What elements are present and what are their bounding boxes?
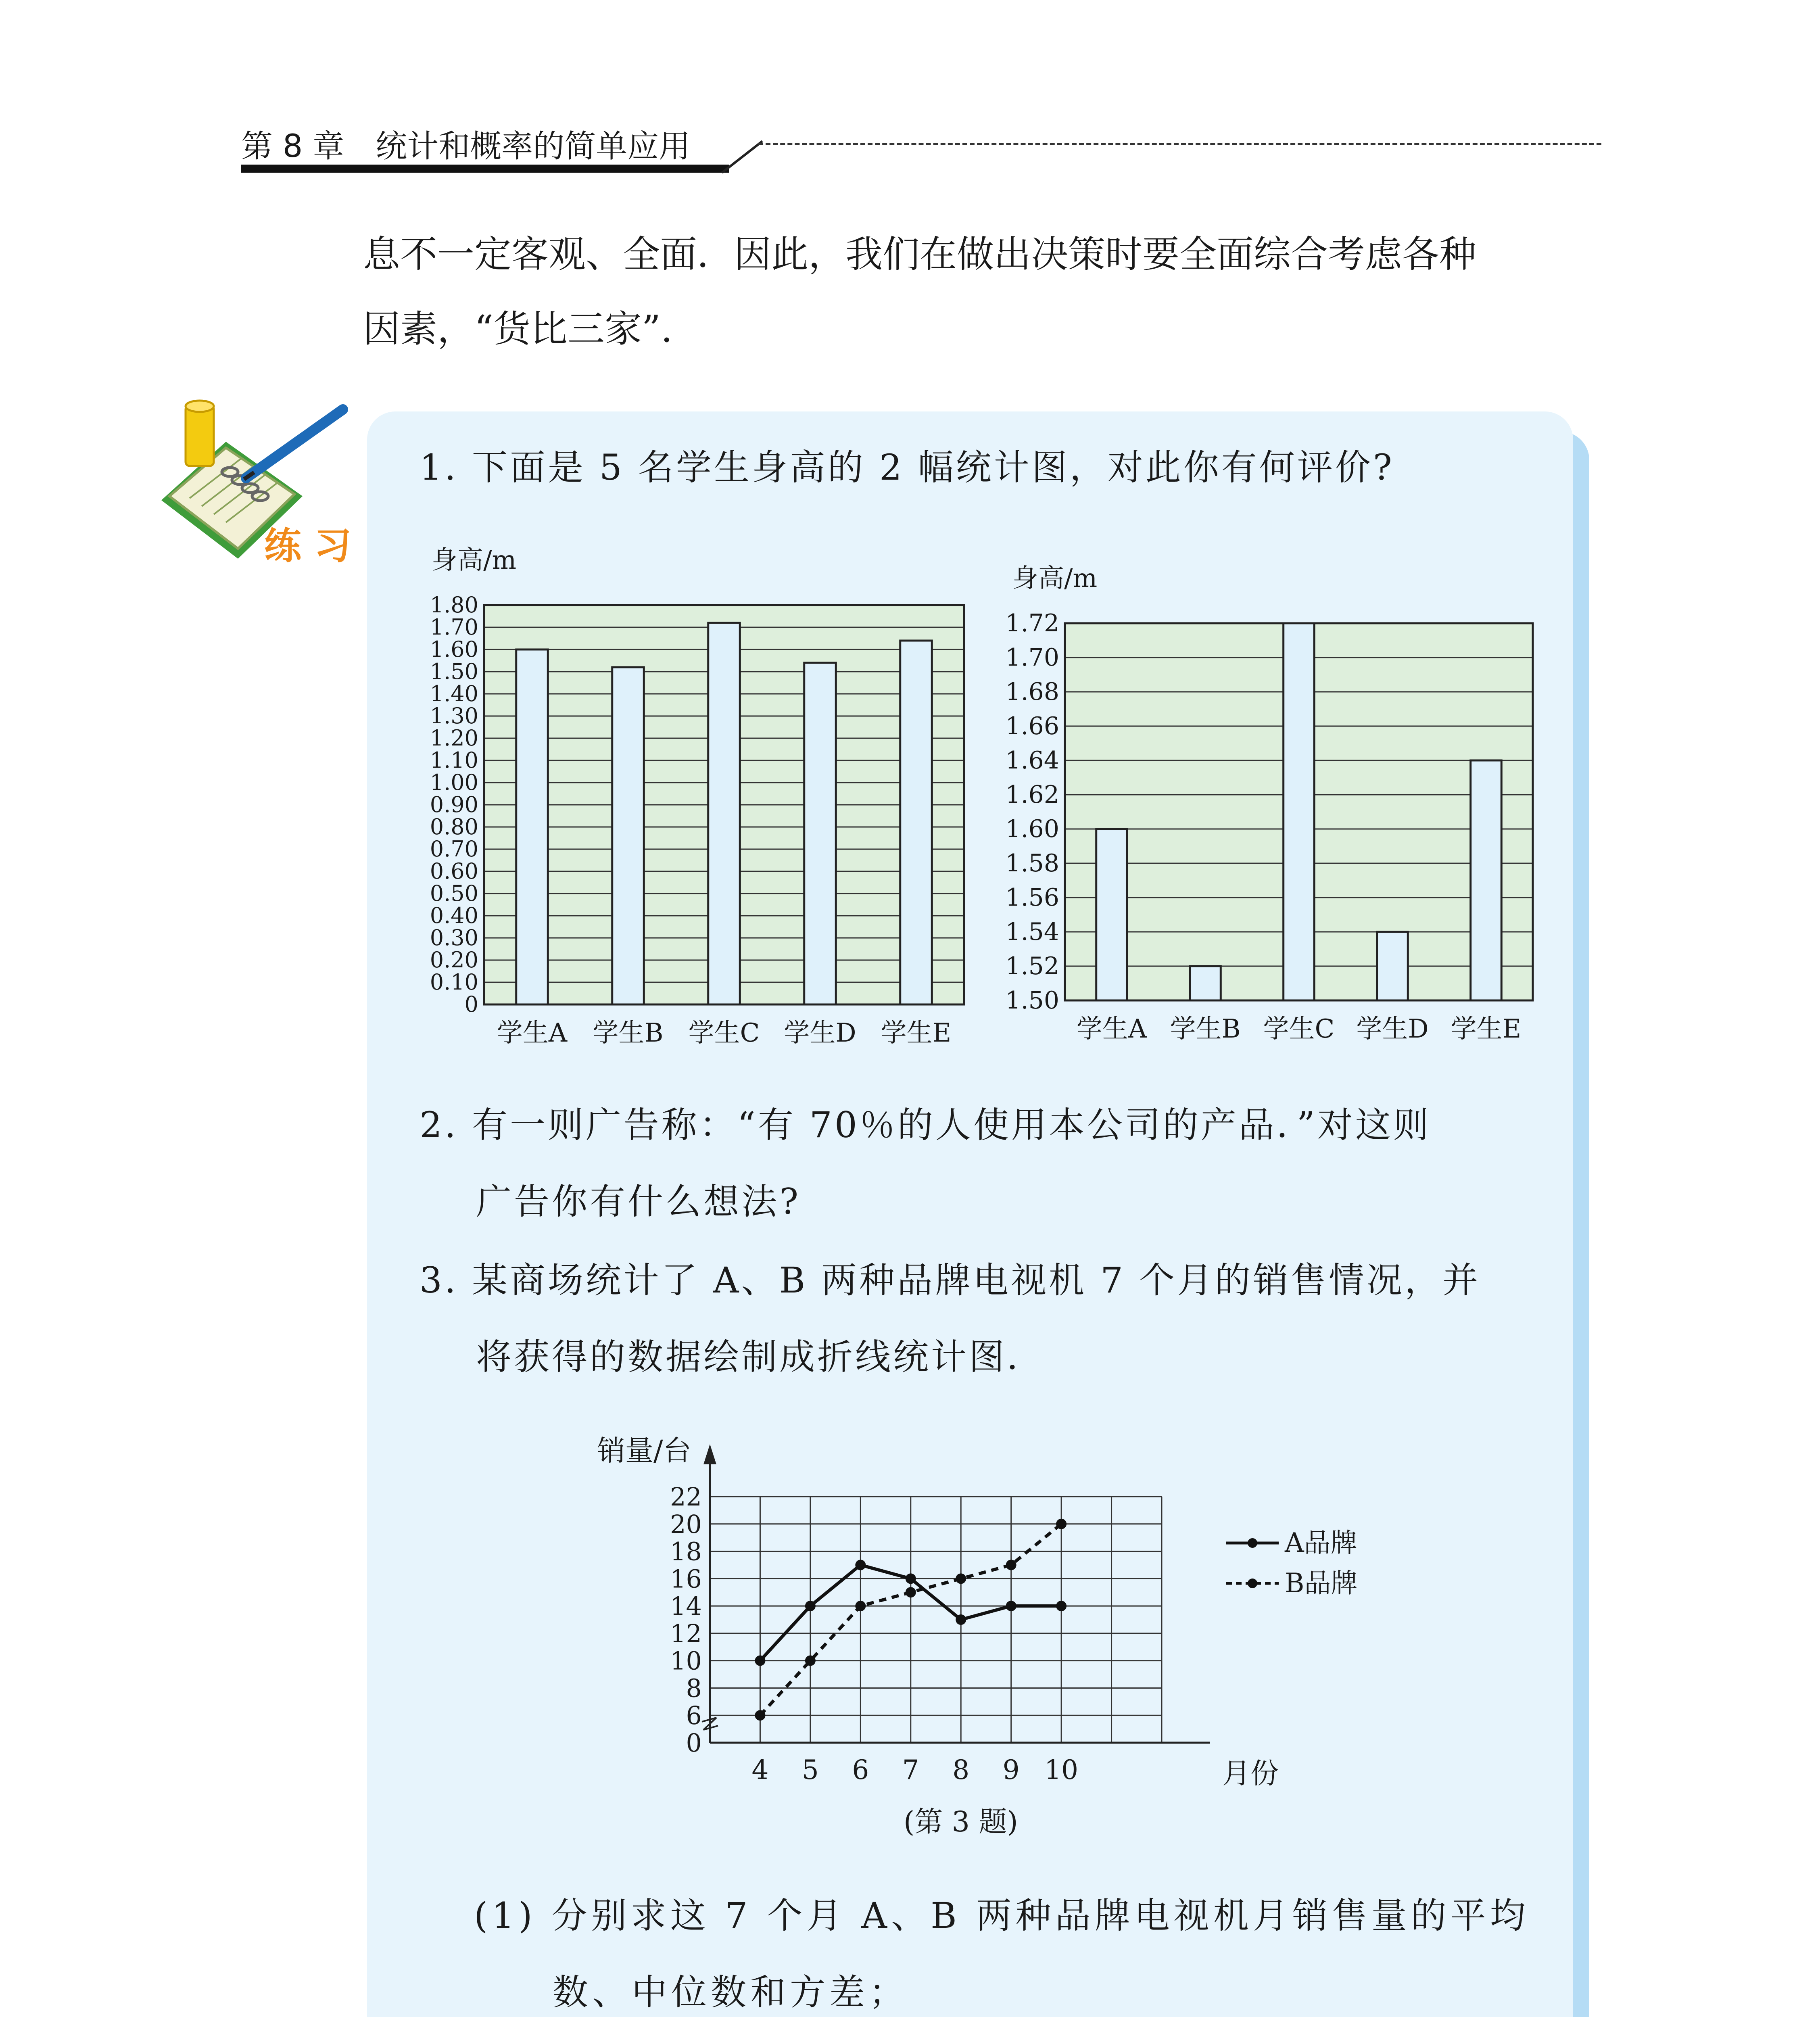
pen-icon: [244, 409, 343, 479]
bar: [1284, 623, 1315, 1000]
question-3-line-2: 将获得的数据绘制成折线统计图．: [476, 1336, 1045, 1378]
question-1: 1. 下面是 5 名学生身高的 2 幅统计图，对此你有何评价?: [420, 447, 1394, 488]
legend-label: A品牌: [1285, 1527, 1357, 1558]
axis-break-mark: [702, 1718, 718, 1730]
y-tick-label: 1.60: [1005, 814, 1059, 843]
y-tick-label: 1.54: [1005, 917, 1059, 946]
bar: [516, 649, 548, 1004]
y-tick-label: 0: [464, 991, 478, 1017]
y-axis-label: 身高/m: [432, 545, 517, 575]
x-tick-label: 学生E: [881, 1018, 952, 1048]
header-rule: [241, 165, 729, 173]
bar: [708, 623, 740, 1004]
y-tick-label: 1.60: [430, 636, 478, 662]
x-tick-label: 9: [1002, 1754, 1020, 1785]
bar: [1471, 760, 1502, 1000]
y-tick-label: 1.56: [1005, 883, 1059, 912]
y-tick-label: 1.30: [430, 703, 478, 729]
y-tick-label: 6: [686, 1701, 702, 1731]
x-tick-label: 学生B: [593, 1018, 664, 1048]
y-tick-label: 1.20: [430, 725, 478, 751]
y-tick-label: 0.20: [430, 947, 478, 973]
bar: [612, 667, 644, 1004]
tv-sales-line-chart: [597, 1428, 1396, 1791]
x-tick-label: 学生C: [688, 1018, 760, 1048]
y-axis-arrow: [703, 1444, 716, 1464]
y-tick-label: 10: [670, 1646, 702, 1676]
data-point: [1006, 1560, 1016, 1570]
y-tick-label: 1.40: [430, 681, 478, 706]
question-3-line-1: 3. 某商场统计了 A、B 两种品牌电视机 7 个月的销售情况，并: [420, 1259, 1481, 1301]
figure-caption: (第 3 题): [904, 1805, 1018, 1838]
intro-line-2: 因素，“货比三家”.: [363, 307, 673, 351]
y-tick-label: 0.10: [430, 969, 478, 995]
data-point: [1056, 1519, 1067, 1529]
data-point: [1006, 1601, 1016, 1611]
y-tick-label: 1.52: [1005, 952, 1059, 980]
x-tick-label: 学生B: [1170, 1014, 1241, 1044]
data-point: [1056, 1601, 1067, 1611]
data-point: [855, 1601, 866, 1611]
y-tick-label: 1.68: [1005, 677, 1059, 706]
x-tick-label: 4: [751, 1754, 769, 1785]
y-tick-label: 1.72: [1005, 609, 1059, 637]
legend-marker: [1248, 1538, 1257, 1548]
y-tick-label: 1.10: [430, 747, 478, 773]
y-tick-label: 0.30: [430, 925, 478, 950]
x-tick-label: 10: [1044, 1754, 1079, 1785]
header-dashed-line: [758, 143, 1601, 145]
x-tick-label: 学生D: [784, 1018, 856, 1048]
badge-label: 练 习: [264, 524, 352, 568]
x-tick-label: 学生E: [1451, 1014, 1522, 1044]
y-tick-label: 18: [670, 1537, 702, 1566]
question-3-part-1-line-2: 数、中位数和方差；: [553, 1971, 909, 2013]
y-tick-label: 1.50: [1005, 986, 1059, 1015]
data-point: [855, 1560, 866, 1570]
y-tick-label: 20: [670, 1509, 702, 1539]
y-tick-label: 0.70: [430, 836, 478, 862]
x-axis-label: 月份: [1222, 1757, 1279, 1790]
data-point: [805, 1601, 816, 1611]
bar: [1377, 932, 1408, 1000]
question-2-line-2: 广告你有什么想法?: [476, 1181, 801, 1222]
data-point: [956, 1614, 966, 1625]
x-tick-label: 8: [952, 1754, 970, 1785]
chapter-header: 第 8 章 统计和概率的简单应用: [241, 128, 691, 165]
y-tick-label: 14: [670, 1591, 702, 1621]
y-tick-label: 0.40: [430, 902, 478, 928]
bar: [900, 641, 932, 1004]
y-tick-label: 8: [686, 1673, 702, 1703]
bar: [1190, 966, 1221, 1000]
y-tick-label: 1.62: [1005, 780, 1059, 809]
y-tick-label: 16: [670, 1564, 702, 1594]
y-tick-label: 0.90: [430, 791, 478, 817]
data-point: [755, 1710, 765, 1721]
data-point: [805, 1656, 816, 1666]
legend-marker: [1248, 1579, 1257, 1588]
y-axis-label: 身高/m: [1012, 564, 1098, 593]
height-bar-chart-truncated-axis: [1000, 545, 1581, 1061]
y-tick-label: 1.00: [430, 769, 478, 795]
data-point: [956, 1573, 966, 1584]
y-axis-label: 销量/台: [597, 1434, 691, 1467]
y-tick-label: 22: [670, 1482, 702, 1512]
y-tick-label: 0: [686, 1728, 702, 1758]
y-tick-label: 0.80: [430, 814, 478, 839]
y-tick-label: 1.70: [430, 614, 478, 640]
bar: [1096, 829, 1127, 1000]
y-tick-label: 1.64: [1005, 746, 1059, 775]
data-point: [906, 1587, 916, 1597]
bar: [804, 663, 836, 1004]
x-tick-label: 学生A: [1076, 1014, 1147, 1044]
x-tick-label: 7: [902, 1754, 919, 1785]
x-tick-label: 6: [852, 1754, 869, 1785]
x-tick-label: 学生C: [1263, 1014, 1335, 1044]
exercise-badge: [157, 397, 359, 575]
question-2-line-1: 2. 有一则广告称：“有 70％的人使用本公司的产品．”对这则: [420, 1104, 1431, 1146]
y-tick-label: 1.58: [1005, 849, 1059, 877]
data-point: [906, 1573, 916, 1584]
y-tick-label: 1.70: [1005, 643, 1059, 672]
height-bar-chart-full-scale: [420, 537, 1000, 1061]
question-3-part-1-line-1: (1) 分别求这 7 个月 A、B 两种品牌电视机月销售量的平均: [474, 1895, 1530, 1936]
x-tick-label: 5: [801, 1754, 819, 1785]
y-tick-label: 1.50: [430, 658, 478, 684]
intro-line-1: 息不一定客观、全面．因此，我们在做出决策时要全面综合考虑各种: [363, 233, 1477, 276]
data-point: [755, 1656, 765, 1666]
legend-label: B品牌: [1285, 1568, 1358, 1599]
y-tick-label: 1.66: [1005, 712, 1059, 740]
y-tick-label: 0.50: [430, 880, 478, 906]
y-tick-label: 1.80: [430, 592, 478, 618]
y-tick-label: 0.60: [430, 858, 478, 884]
x-tick-label: 学生D: [1356, 1014, 1429, 1044]
y-tick-label: 12: [670, 1618, 702, 1648]
x-tick-label: 学生A: [497, 1018, 568, 1048]
pencil-cup-icon: [186, 401, 214, 466]
